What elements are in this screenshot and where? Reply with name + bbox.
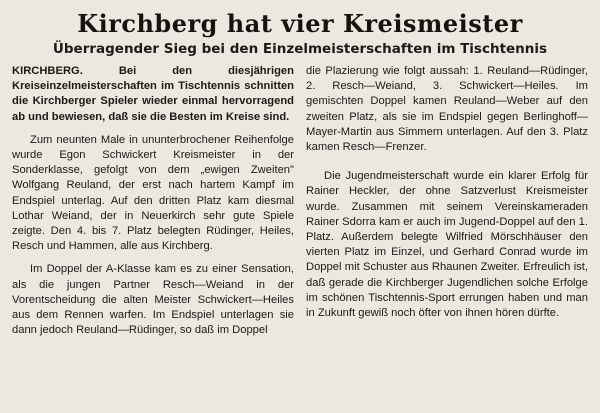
article-headline: Kirchberg hat vier Kreismeister (77, 9, 523, 38)
right-column (306, 64, 588, 338)
article-columns (12, 64, 588, 338)
body-paragraph: Zum neunten Male in ununterbrochener Reihenfolge wurde Egon Schwickert Kreismeister in der Sonderklasse, gefolgt von dem „ewigen Zweiten" Wolfgang Reuland, der erst nach hartem Kampf im Endspiel unterlag. Auf den dritten Platz kam diesmal Lothar Weiand, der in Neuerkirch sehr gute Spiele zeigte. Den 4. bis 7. Platz belegten Rüdinger, Heiles, Resch und Hammen, alle aus Kirchberg. (12, 133, 294, 253)
body-paragraph: die Plazierung wie folgt aussah: 1. Reuland—Rüdinger, 2. Resch—Weiand, 3. Schwickert—Heiles. Im gemischten Doppel kamen Reuland—Weber auf den zweiten Platz, als sie im Endspiel gegen Berlinghoff—Mayer-Martin aus Simmern unterlagen. Auf den 3. Platz kamen Resch—Frenzer. (306, 65, 588, 154)
article-subheadline: Überragender Sieg bei den Einzelmeisterschaften im Tischtennis (52, 41, 548, 57)
body-paragraph: Die Jugendmeisterschaft wurde ein klarer Erfolg für Rainer Heckler, der ohne Satzverlust Kreismeister wurde. Zusammen mit seinem Vereinskameraden Rainer Sdorra kam er auch im Jugend-Doppel auf den 1. Platz. Außerdem belegte Wilfried Mörschhäuser den vierten Platz im Einzel, und Gerhard Conrad wurde im Doppel mit Schuster aus Rhaunen Zweiter. Erfreulich ist, daß gerade die Kirchberger Jugendlichen solche Erfolge im schönen Tischtennis-Sport errungen haben und man in Zukunft gewiß noch öfter von ihnen hören dürfte. (306, 170, 588, 320)
body-paragraph: Im Doppel der A-Klasse kam es zu einer Sensation, als die jungen Partner Resch—Weiand in der Vorentscheidung die alten Meister Schwickert—Heiles aus dem Rennen warfen. Im Endspiel unterlagen sie dann jedoch Reuland—Rüdinger, so daß im Doppel (12, 263, 294, 337)
lead-paragraph: KIRCHBERG. Bei den diesjährigen Kreiseinzelmeisterschaften im Tischtennis schnitten die Kirchberger Spieler wieder einmal hervorragend ab und bewiesen, daß sie die Besten im Kreise sind. (12, 65, 294, 123)
left-column (12, 64, 294, 338)
